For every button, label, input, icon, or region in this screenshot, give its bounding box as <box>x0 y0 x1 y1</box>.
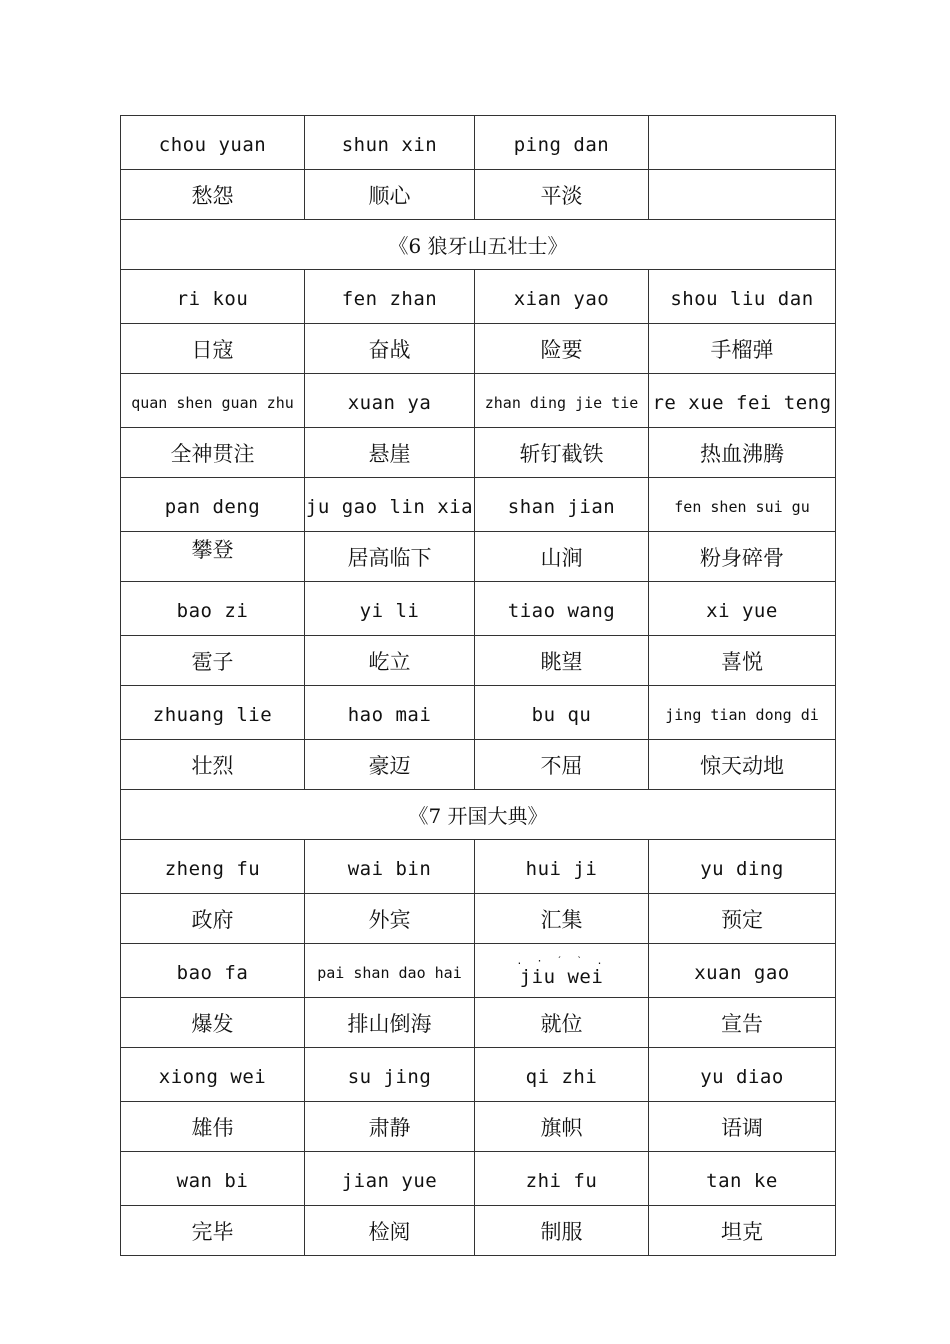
pinyin-row <box>121 1048 836 1102</box>
pinyin-row <box>121 478 836 532</box>
hanzi-cell: 居高临下 <box>305 532 475 582</box>
pinyin-cell: zhuang lie <box>121 686 305 740</box>
lesson-6-title: 《6 狼牙山五壮士》 <box>121 220 836 270</box>
pinyin-cell: zhan ding jie tie <box>475 374 649 428</box>
pinyin-cell: pan deng <box>121 478 305 532</box>
pinyin-cell: ju gao lin xia <box>305 478 475 532</box>
pinyin-cell: bu qu <box>475 686 649 740</box>
pinyin-cell: wai bin <box>305 840 475 894</box>
hanzi-cell: 肃静 <box>305 1102 475 1152</box>
pinyin-cell: yu diao <box>649 1048 836 1102</box>
pinyin-cell: jing tian dong di <box>649 686 836 740</box>
pinyin-cell: fen zhan <box>305 270 475 324</box>
pinyin-cell: chou yuan <box>121 116 305 170</box>
hanzi-cell: 预定 <box>649 894 836 944</box>
pinyin-cell: bao zi <box>121 582 305 636</box>
hanzi-cell: 汇集 <box>475 894 649 944</box>
pinyin-cell: shan jian <box>475 478 649 532</box>
hanzi-cell: 不屈 <box>475 740 649 790</box>
hanzi-row <box>121 894 836 944</box>
hanzi-cell: 惊天动地 <box>649 740 836 790</box>
pinyin-row <box>121 582 836 636</box>
hanzi-cell: 山涧 <box>475 532 649 582</box>
hanzi-cell: 悬崖 <box>305 428 475 478</box>
hanzi-cell <box>121 532 305 582</box>
hanzi-cell: 雄伟 <box>121 1102 305 1152</box>
hanzi-cell: 坦克 <box>649 1206 836 1256</box>
pinyin-cell: wan bi <box>121 1152 305 1206</box>
pinyin-cell: xian yao <box>475 270 649 324</box>
pinyin-cell: qi zhi <box>475 1048 649 1102</box>
hanzi-cell: 日寇 <box>121 324 305 374</box>
hanzi-cell: 顺心 <box>305 170 475 220</box>
pinyin-cell: xi yue <box>649 582 836 636</box>
hanzi-cell: 政府 <box>121 894 305 944</box>
hanzi-cell: 喜悦 <box>649 636 836 686</box>
pinyin-cell: bao fa <box>121 944 305 998</box>
pinyin-cell: shun xin <box>305 116 475 170</box>
hanzi-cell: 爆发 <box>121 998 305 1048</box>
hanzi-cell: 豪迈 <box>305 740 475 790</box>
hanzi-cell: 旗帜 <box>475 1102 649 1152</box>
pinyin-text: jiu wei <box>519 965 604 988</box>
pinyin-cell: hao mai <box>305 686 475 740</box>
hanzi-row <box>121 532 836 582</box>
hanzi-cell: 就位 <box>475 998 649 1048</box>
hanzi-cell: 制服 <box>475 1206 649 1256</box>
hanzi-cell: 粉身碎骨 <box>649 532 836 582</box>
pinyin-cell: xuan gao <box>649 944 836 998</box>
pinyin-row <box>121 840 836 894</box>
pinyin-row <box>121 944 836 998</box>
hanzi-cell: 排山倒海 <box>305 998 475 1048</box>
hanzi-cell: 检阅 <box>305 1206 475 1256</box>
pinyin-row <box>121 270 836 324</box>
hanzi-cell: 雹子 <box>121 636 305 686</box>
hanzi-cell: 平淡 <box>475 170 649 220</box>
pinyin-cell: xuan ya <box>305 374 475 428</box>
pinyin-cell: hui ji <box>475 840 649 894</box>
pinyin-row <box>121 116 836 170</box>
pinyin-cell: su jing <box>305 1048 475 1102</box>
hanzi-row <box>121 998 836 1048</box>
pinyin-cell: zheng fu <box>121 840 305 894</box>
hanzi-row <box>121 740 836 790</box>
lesson-title-row <box>121 220 836 270</box>
pinyin-cell: jian yue <box>305 1152 475 1206</box>
hanzi-row <box>121 428 836 478</box>
pinyin-row <box>121 374 836 428</box>
hanzi-cell <box>649 170 836 220</box>
hanzi-row <box>121 1102 836 1152</box>
hanzi-cell: 宣告 <box>649 998 836 1048</box>
pinyin-cell: quan shen guan zhu <box>121 374 305 428</box>
pinyin-cell: ri kou <box>121 270 305 324</box>
hanzi-cell: 全神贯注 <box>121 428 305 478</box>
pinyin-cell: tiao wang <box>475 582 649 636</box>
pinyin-cell <box>649 116 836 170</box>
hanzi-cell: 完毕 <box>121 1206 305 1256</box>
hanzi-cell: 险要 <box>475 324 649 374</box>
pinyin-cell: pai shan dao hai <box>305 944 475 998</box>
hanzi-row <box>121 170 836 220</box>
pinyin-row <box>121 1152 836 1206</box>
pinyin-cell: yu ding <box>649 840 836 894</box>
hanzi-cell: 热血沸腾 <box>649 428 836 478</box>
pinyin-cell: re xue fei teng <box>649 374 836 428</box>
hanzi-row <box>121 324 836 374</box>
hanzi-cell: 外宾 <box>305 894 475 944</box>
pinyin-cell: fen shen sui gu <box>649 478 836 532</box>
hanzi-cell: 愁怨 <box>121 170 305 220</box>
hanzi-row <box>121 1206 836 1256</box>
hanzi-cell: 壮烈 <box>121 740 305 790</box>
hanzi-cell: 语调 <box>649 1102 836 1152</box>
lesson-7-title: 《7 开国大典》 <box>121 790 836 840</box>
hanzi-row <box>121 636 836 686</box>
pinyin-cell: shou liu dan <box>649 270 836 324</box>
vocabulary-table <box>120 115 836 1256</box>
pinyin-cell: xiong wei <box>121 1048 305 1102</box>
pinyin-cell: tan ke <box>649 1152 836 1206</box>
hanzi-cell: 奋战 <box>305 324 475 374</box>
pinyin-cell: zhi fu <box>475 1152 649 1206</box>
pinyin-cell <box>475 944 649 998</box>
pinyin-cell: yi li <box>305 582 475 636</box>
hanzi-cell: 手榴弹 <box>649 324 836 374</box>
hanzi-cell: 屹立 <box>305 636 475 686</box>
pinyin-cell: ping dan <box>475 116 649 170</box>
hanzi-text: 攀登 <box>191 537 234 562</box>
tone-marks: . · ˊ ˋ . <box>516 955 607 967</box>
hanzi-cell: 眺望 <box>475 636 649 686</box>
pinyin-row <box>121 686 836 740</box>
lesson-title-row <box>121 790 836 840</box>
hanzi-cell: 斩钉截铁 <box>475 428 649 478</box>
